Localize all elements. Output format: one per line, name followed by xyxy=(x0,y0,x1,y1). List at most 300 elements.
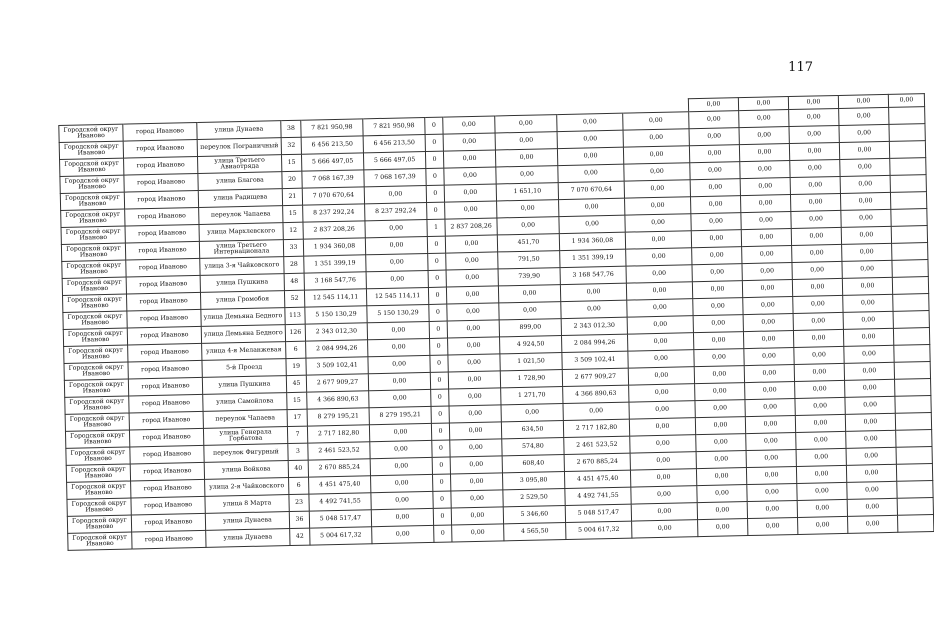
cell-area: 1 021,50 xyxy=(500,353,562,371)
cell-zero: 0,00 xyxy=(698,519,748,537)
cell-zero: 0,00 xyxy=(796,448,846,466)
cell-house: 17 xyxy=(287,409,307,426)
cell-flag: 0 xyxy=(432,440,450,457)
cell-zero: 0,00 xyxy=(748,517,798,535)
cell-zero: 0,00 xyxy=(691,213,741,231)
cell-spacer xyxy=(889,107,925,125)
cell-district: Городской округ Иваново xyxy=(62,277,126,295)
cell-zero: 0,00 xyxy=(795,380,845,398)
cell-amount: 0,00 xyxy=(445,201,497,219)
cell-spacer xyxy=(892,243,928,261)
cell-amount: 6 456 213,50 xyxy=(363,134,425,152)
cell-flag: 0 xyxy=(429,321,447,338)
cell-city: город Иваново xyxy=(126,275,200,294)
cell-flag: 0 xyxy=(430,355,448,372)
cell-zero: 0,00 xyxy=(847,481,897,499)
cell-flag: 0 xyxy=(430,372,448,389)
cell-zero: 0,00 xyxy=(746,466,796,484)
cell-area: 0,00 xyxy=(497,200,559,218)
cell-street: улица 4-я Меланжевая xyxy=(202,342,286,361)
cell-zero: 0,00 xyxy=(689,111,739,129)
cell-street: улица Радищева xyxy=(198,189,282,208)
cell-zero: 0,00 xyxy=(743,297,793,315)
cell-district: Городской округ Иваново xyxy=(61,226,125,244)
cell-zero: 0,00 xyxy=(627,299,693,317)
cell-flag: 0 xyxy=(431,406,449,423)
cell-zero: 0,00 xyxy=(694,366,744,384)
cell-zero: 0,00 xyxy=(745,398,795,416)
cell-flag: 0 xyxy=(427,202,445,219)
cell-zero: 0,00 xyxy=(747,483,797,501)
cell-zero: 0,00 xyxy=(840,192,890,210)
cell-street: улица 8 Марта xyxy=(205,495,289,514)
cell-amount: 0,00 xyxy=(443,150,495,168)
cell-spacer xyxy=(895,396,931,414)
cell-amount: 2 717 182,80 xyxy=(563,419,629,437)
cell-flag: 0 xyxy=(433,491,451,508)
cell-zero: 0,00 xyxy=(626,282,692,300)
cell-zero: 0,00 xyxy=(739,144,789,162)
cell-zero: 0,00 xyxy=(696,468,746,486)
cell-total: 2 677 909,27 xyxy=(306,374,368,392)
cell-amount: 0,00 xyxy=(563,402,629,420)
cell-district: Городской округ Иваново xyxy=(65,413,129,431)
cell-city: город Иваново xyxy=(126,258,200,277)
cell-city: город Иваново xyxy=(124,190,198,209)
cell-house: 32 xyxy=(281,137,301,154)
cell-total: 3 509 102,41 xyxy=(306,357,368,375)
cell-flag: 0 xyxy=(434,525,452,542)
cell-amount: 0,00 xyxy=(366,270,428,288)
cell-zero: 0,00 xyxy=(797,499,847,517)
cell-zero: 0,00 xyxy=(789,142,839,160)
cell-total: 5 048 517,47 xyxy=(309,510,371,528)
cell-district: Городской округ Иваново xyxy=(66,464,130,482)
cell-spacer xyxy=(889,124,925,142)
cell-zero: 0,00 xyxy=(696,434,746,452)
cell-city: город Иваново xyxy=(127,309,201,328)
cell-house: 15 xyxy=(287,392,307,409)
cell-zero: 0,00 xyxy=(845,379,895,397)
cell-zero: 0,00 xyxy=(840,158,890,176)
cell-flag: 0 xyxy=(428,287,446,304)
cell-street: улица Третьего Интернационала xyxy=(199,240,283,259)
cell-amount: 0,00 xyxy=(444,184,496,202)
cell-district: Городской округ Иваново xyxy=(64,379,128,397)
cell-zero: 0,00 xyxy=(629,418,695,436)
cell-zero: 0,00 xyxy=(796,465,846,483)
cell-zero: 0,00 xyxy=(789,108,839,126)
cell-area: 739,90 xyxy=(498,268,560,286)
cell-amount: 0,00 xyxy=(446,286,498,304)
cell-zero: 0,00 xyxy=(741,229,791,247)
cell-zero: 0,00 xyxy=(841,226,891,244)
cell-amount: 3 168 547,76 xyxy=(560,266,626,284)
cell-zero: 0,00 xyxy=(742,263,792,281)
cell-city: город Иваново xyxy=(131,496,205,515)
cell-flag: 0 xyxy=(432,474,450,491)
cell-house: 40 xyxy=(288,460,308,477)
cell-amount: 0,00 xyxy=(371,508,433,526)
cell-amount: 0,00 xyxy=(365,236,427,254)
top-cell: 0,00 xyxy=(738,97,788,111)
cell-amount: 5 004 617,32 xyxy=(566,521,632,539)
cell-amount: 7 068 167,39 xyxy=(364,168,426,186)
cell-zero: 0,00 xyxy=(629,401,695,419)
cell-zero: 0,00 xyxy=(847,498,897,516)
cell-spacer xyxy=(890,192,926,210)
cell-amount: 0,00 xyxy=(561,300,627,318)
cell-house: 126 xyxy=(285,324,305,341)
cell-area: 0,00 xyxy=(497,217,559,235)
cell-zero: 0,00 xyxy=(744,365,794,383)
cell-street: улица Демьяна Бедного xyxy=(201,308,285,327)
cell-amount: 0,00 xyxy=(448,337,500,355)
cell-area: 2 529,50 xyxy=(503,489,565,507)
cell-spacer xyxy=(897,514,933,532)
cell-zero: 0,00 xyxy=(630,452,696,470)
cell-total: 1 934 360,08 xyxy=(303,238,365,256)
cell-zero: 0,00 xyxy=(839,124,889,142)
cell-city: город Иваново xyxy=(129,428,203,447)
cell-area: 791,50 xyxy=(498,251,560,269)
cell-zero: 0,00 xyxy=(794,363,844,381)
cell-street: улица Благова xyxy=(198,172,282,191)
cell-amount: 12 545 114,11 xyxy=(366,287,428,305)
cell-amount: 0,00 xyxy=(449,405,501,423)
cell-total: 12 545 114,11 xyxy=(304,289,366,307)
cell-area: 0,00 xyxy=(499,302,561,320)
cell-city: город Иваново xyxy=(132,530,206,549)
cell-amount: 1 351 399,19 xyxy=(560,249,626,267)
cell-zero: 0,00 xyxy=(742,280,792,298)
cell-zero: 0,00 xyxy=(690,179,740,197)
cell-zero: 0,00 xyxy=(740,195,790,213)
cell-house: 45 xyxy=(286,375,306,392)
cell-zero: 0,00 xyxy=(844,362,894,380)
cell-amount: 0,00 xyxy=(558,164,624,182)
cell-zero: 0,00 xyxy=(741,212,791,230)
cell-zero: 0,00 xyxy=(747,500,797,518)
cell-house: 21 xyxy=(282,188,302,205)
top-cell: 0,00 xyxy=(888,94,924,108)
cell-zero: 0,00 xyxy=(845,396,895,414)
cell-amount: 0,00 xyxy=(445,235,497,253)
cell-zero: 0,00 xyxy=(625,197,691,215)
cell-total: 2 084 994,26 xyxy=(306,340,368,358)
cell-zero: 0,00 xyxy=(631,503,697,521)
cell-house: 42 xyxy=(290,528,310,545)
cell-zero: 0,00 xyxy=(625,231,691,249)
cell-house: 15 xyxy=(283,205,303,222)
cell-spacer xyxy=(894,362,930,380)
top-cell: 0,00 xyxy=(688,98,738,112)
cell-flag: 0 xyxy=(429,304,447,321)
cell-city: город Иваново xyxy=(126,292,200,311)
cell-street: переулок Чапаева xyxy=(203,410,287,429)
cell-district: Городской округ Иваново xyxy=(63,294,127,312)
cell-total: 5 150 130,29 xyxy=(305,306,367,324)
cell-zero: 0,00 xyxy=(793,295,843,313)
cell-amount: 4 451 475,40 xyxy=(564,470,630,488)
cell-zero: 0,00 xyxy=(630,435,696,453)
cell-amount: 2 670 885,24 xyxy=(564,453,630,471)
cell-amount: 0,00 xyxy=(451,490,503,508)
cell-zero: 0,00 xyxy=(797,482,847,500)
cell-area: 0,00 xyxy=(496,166,558,184)
cell-zero: 0,00 xyxy=(796,431,846,449)
cell-total: 7 821 950,98 xyxy=(301,119,363,137)
cell-zero: 0,00 xyxy=(691,230,741,248)
cell-district: Городской округ Иваново xyxy=(60,158,124,176)
cell-amount: 0,00 xyxy=(444,167,496,185)
top-cell: 0,00 xyxy=(838,94,888,108)
cell-zero: 0,00 xyxy=(792,261,842,279)
cell-district: Городской округ Иваново xyxy=(61,243,125,261)
cell-zero: 0,00 xyxy=(739,127,789,145)
cell-district: Городской округ Иваново xyxy=(59,141,123,159)
cell-street: переулок Пограничный xyxy=(197,138,281,157)
cell-spacer xyxy=(896,464,932,482)
cell-zero: 0,00 xyxy=(794,346,844,364)
cell-zero: 0,00 xyxy=(792,278,842,296)
cell-house: 20 xyxy=(282,171,302,188)
cell-city: город Иваново xyxy=(124,156,198,175)
cell-amount: 8 237 292,24 xyxy=(365,202,427,220)
cell-total: 2 343 012,30 xyxy=(305,323,367,341)
cell-spacer xyxy=(896,447,932,465)
cell-area: 0,00 xyxy=(495,132,557,150)
cell-area: 451,70 xyxy=(497,234,559,252)
cell-street: улица Самойлова xyxy=(203,393,287,412)
cell-street: улица Громобоя xyxy=(200,291,284,310)
cell-zero: 0,00 xyxy=(695,400,745,418)
cell-amount: 2 461 523,52 xyxy=(564,436,630,454)
cell-amount: 2 677 909,27 xyxy=(562,368,628,386)
cell-district: Городской округ Иваново xyxy=(67,515,131,533)
cell-area: 899,00 xyxy=(499,319,561,337)
cell-zero: 0,00 xyxy=(840,175,890,193)
cell-district: Городской округ Иваново xyxy=(67,498,131,516)
cell-amount: 0,00 xyxy=(372,525,434,543)
cell-zero: 0,00 xyxy=(626,265,692,283)
cell-zero: 0,00 xyxy=(742,246,792,264)
cell-house: 15 xyxy=(281,154,301,171)
cell-amount: 0,00 xyxy=(450,439,502,457)
cell-zero: 0,00 xyxy=(627,316,693,334)
cell-zero: 0,00 xyxy=(792,244,842,262)
cell-city: город Иваново xyxy=(129,411,203,430)
cell-flag: 0 xyxy=(428,270,446,287)
cell-spacer xyxy=(893,311,929,329)
cell-amount: 0,00 xyxy=(447,320,499,338)
cell-amount: 0,00 xyxy=(370,457,432,475)
cell-zero: 0,00 xyxy=(843,328,893,346)
cell-area: 608,40 xyxy=(502,455,564,473)
cell-zero: 0,00 xyxy=(693,332,743,350)
cell-amount: 0,00 xyxy=(450,473,502,491)
cell-street: улица Мархлевского xyxy=(199,223,283,242)
cell-amount: 0,00 xyxy=(446,269,498,287)
cell-zero: 0,00 xyxy=(739,110,789,128)
cell-zero: 0,00 xyxy=(695,417,745,435)
cell-district: Городской округ Иваново xyxy=(64,345,128,363)
cell-city: город Иваново xyxy=(129,394,203,413)
cell-zero: 0,00 xyxy=(743,331,793,349)
cell-amount: 3 509 102,41 xyxy=(562,351,628,369)
cell-amount: 0,00 xyxy=(446,252,498,270)
cell-amount: 0,00 xyxy=(557,147,623,165)
cell-amount: 0,00 xyxy=(370,440,432,458)
cell-zero: 0,00 xyxy=(689,128,739,146)
cell-street: улица Пушкина xyxy=(200,274,284,293)
cell-amount: 0,00 xyxy=(366,253,428,271)
cell-house: 48 xyxy=(284,273,304,290)
cell-area: 4 565,50 xyxy=(504,523,566,541)
cell-zero: 0,00 xyxy=(690,162,740,180)
cell-zero: 0,00 xyxy=(623,112,689,130)
cell-amount: 4 492 741,55 xyxy=(565,487,631,505)
cell-amount: 0,00 xyxy=(450,456,502,474)
cell-amount: 8 279 195,21 xyxy=(369,406,431,424)
cell-zero: 0,00 xyxy=(632,520,698,538)
cell-amount: 0,00 xyxy=(367,321,429,339)
cell-city: город Иваново xyxy=(124,173,198,192)
cell-zero: 0,00 xyxy=(745,381,795,399)
cell-amount: 0,00 xyxy=(443,133,495,151)
cell-flag: 0 xyxy=(425,117,443,134)
cell-zero: 0,00 xyxy=(842,260,892,278)
cell-city: город Иваново xyxy=(123,122,197,141)
cell-zero: 0,00 xyxy=(740,161,790,179)
cell-total: 2 461 523,52 xyxy=(308,442,370,460)
cell-area: 634,50 xyxy=(501,421,563,439)
cell-street: улица Третьего Авиаотряда xyxy=(198,155,282,174)
cell-zero: 0,00 xyxy=(692,281,742,299)
cell-city: город Иваново xyxy=(125,241,199,260)
cell-total: 4 492 741,55 xyxy=(309,493,371,511)
cell-zero: 0,00 xyxy=(795,414,845,432)
cell-zero: 0,00 xyxy=(692,264,742,282)
cell-district: Городской округ Иваново xyxy=(62,260,126,278)
cell-amount: 0,00 xyxy=(448,354,500,372)
cell-street: улица 2-я Чайковского xyxy=(205,478,289,497)
cell-city: город Иваново xyxy=(131,479,205,498)
cell-zero: 0,00 xyxy=(795,397,845,415)
cell-amount: 0,00 xyxy=(447,303,499,321)
cell-zero: 0,00 xyxy=(844,345,894,363)
cell-area: 0,00 xyxy=(501,404,563,422)
cell-spacer xyxy=(889,141,925,159)
cell-spacer xyxy=(891,209,927,227)
cell-total: 7 068 167,39 xyxy=(302,170,364,188)
cell-amount: 0,00 xyxy=(557,130,623,148)
cell-zero: 0,00 xyxy=(693,298,743,316)
cell-zero: 0,00 xyxy=(798,516,848,534)
cell-house: 12 xyxy=(283,222,303,239)
cell-house: 36 xyxy=(289,511,309,528)
cell-amount: 0,00 xyxy=(369,389,431,407)
cell-flag: 0 xyxy=(427,236,445,253)
cell-total: 8 279 195,21 xyxy=(307,408,369,426)
cell-city: город Иваново xyxy=(130,462,204,481)
cell-district: Городской округ Иваново xyxy=(59,124,123,142)
page-number: 117 xyxy=(788,60,813,75)
cell-zero: 0,00 xyxy=(793,329,843,347)
cell-amount: 2 084 994,26 xyxy=(561,334,627,352)
cell-street: улица Войкова xyxy=(204,461,288,480)
cell-total: 4 451 475,40 xyxy=(309,476,371,494)
cell-city: город Иваново xyxy=(125,224,199,243)
cell-zero: 0,00 xyxy=(843,311,893,329)
cell-area: 0,00 xyxy=(498,285,560,303)
cell-zero: 0,00 xyxy=(841,209,891,227)
cell-house: 23 xyxy=(289,494,309,511)
cell-total: 6 456 213,50 xyxy=(301,136,363,154)
cell-amount: 0,00 xyxy=(449,422,501,440)
cell-zero: 0,00 xyxy=(624,180,690,198)
cell-amount: 4 366 890,63 xyxy=(563,385,629,403)
cell-total: 2 717 182,80 xyxy=(307,425,369,443)
cell-total: 7 070 670,64 xyxy=(302,187,364,205)
cell-zero: 0,00 xyxy=(623,146,689,164)
cell-zero: 0,00 xyxy=(848,515,898,533)
cell-house: 6 xyxy=(286,341,306,358)
cell-amount: 0,00 xyxy=(368,372,430,390)
top-cell: 0,00 xyxy=(788,95,838,109)
cell-spacer xyxy=(892,277,928,295)
cell-amount: 5 048 517,47 xyxy=(565,504,631,522)
cell-house: 3 xyxy=(288,443,308,460)
cell-zero: 0,00 xyxy=(623,129,689,147)
cell-zero: 0,00 xyxy=(846,447,896,465)
cell-area: 1 651,10 xyxy=(496,183,558,201)
cell-area: 1 271,70 xyxy=(501,387,563,405)
cell-house: 33 xyxy=(283,239,303,256)
cell-flag: 0 xyxy=(428,253,446,270)
cell-amount: 0,00 xyxy=(364,185,426,203)
cell-flag: 0 xyxy=(426,185,444,202)
cell-zero: 0,00 xyxy=(696,451,746,469)
cell-house: 113 xyxy=(285,307,305,324)
cell-district: Городской округ Иваново xyxy=(65,430,129,448)
cell-zero: 0,00 xyxy=(846,464,896,482)
cell-street: улица Дунаева xyxy=(205,512,289,531)
cell-area: 5 346,60 xyxy=(503,506,565,524)
cell-amount: 5 150 130,29 xyxy=(367,304,429,322)
cell-area: 0,00 xyxy=(495,149,557,167)
cell-zero: 0,00 xyxy=(793,312,843,330)
cell-amount: 7 821 950,98 xyxy=(363,118,425,136)
cell-total: 8 237 292,24 xyxy=(303,204,365,222)
cell-area: 4 924,50 xyxy=(500,336,562,354)
cell-house: 28 xyxy=(284,256,304,273)
cell-zero: 0,00 xyxy=(746,432,796,450)
cell-amount: 0,00 xyxy=(559,215,625,233)
cell-amount: 2 343 012,30 xyxy=(561,317,627,335)
cell-zero: 0,00 xyxy=(845,413,895,431)
cell-zero: 0,00 xyxy=(628,350,694,368)
cell-district: Городской округ Иваново xyxy=(61,209,125,227)
cell-amount: 0,00 xyxy=(451,507,503,525)
document-table-wrapper xyxy=(58,95,914,551)
cell-district: Городской округ Иваново xyxy=(66,447,130,465)
cell-zero: 0,00 xyxy=(790,176,840,194)
cell-zero: 0,00 xyxy=(846,430,896,448)
cell-zero: 0,00 xyxy=(789,125,839,143)
cell-area: 1 728,90 xyxy=(500,370,562,388)
cell-amount: 0,00 xyxy=(369,423,431,441)
